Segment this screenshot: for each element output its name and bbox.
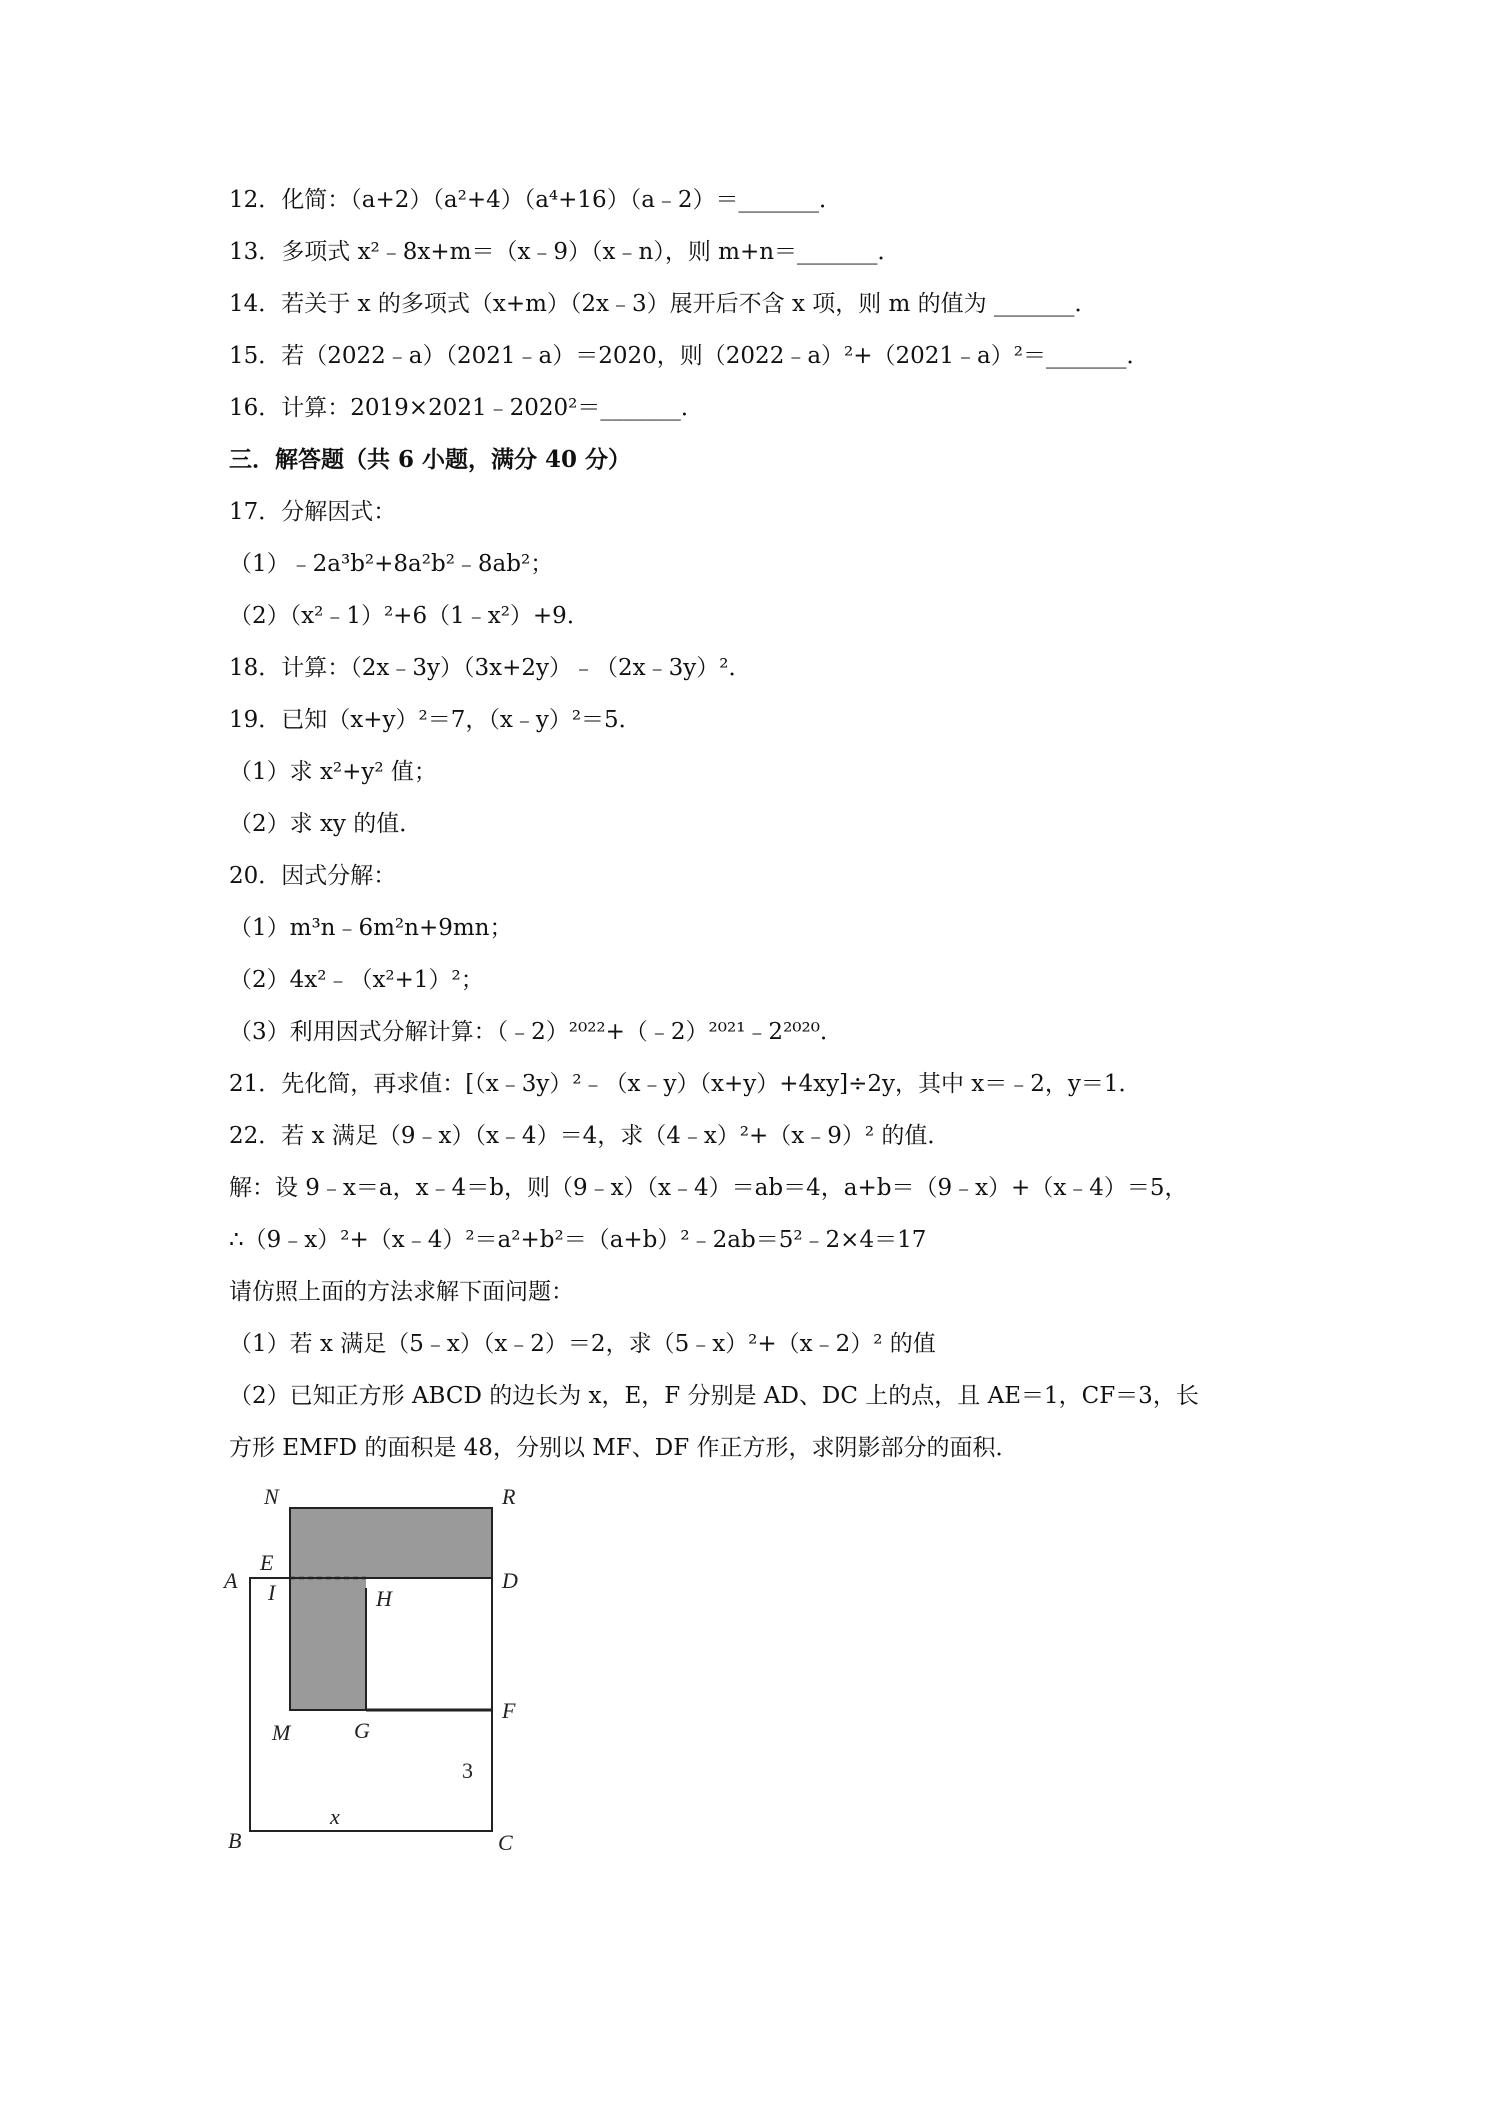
question-20-part-2 (229, 965, 484, 995)
question-16 (229, 393, 704, 423)
label-f: F (502, 1698, 516, 1723)
label-a: A (224, 1568, 238, 1593)
question-19 (229, 705, 642, 735)
label-h: H (376, 1586, 392, 1611)
label-c: C (498, 1830, 513, 1855)
question-20-part-3 (229, 1017, 843, 1047)
geometry-figure (220, 1478, 540, 1858)
worked-solution-line-2 (229, 1225, 926, 1255)
instruction-line-text: 请仿照上面的方法求解下面问题： (229, 1279, 574, 1305)
question-12-text: 12．化简：（a+2）（a²+4）（a⁴+16）（a﹣2）＝_______． (229, 187, 843, 213)
question-17-part-1 (229, 549, 553, 579)
question-17 (229, 497, 396, 527)
question-15-text: 15．若（2022﹣a）（2021﹣a）＝2020，则（2022﹣a）²+（2021﹣a）²＝_______． (229, 343, 1150, 369)
question-20-part-1-text: （1）m³n﹣6m²n+9mn； (229, 915, 513, 941)
label-g: G (354, 1718, 370, 1743)
square-abcd (250, 1578, 492, 1831)
question-12 (229, 185, 842, 215)
label-b: B (228, 1828, 242, 1853)
question-22-part-2-continued (229, 1433, 1018, 1463)
label-r: R (502, 1484, 516, 1509)
question-14-text: 14．若关于 x 的多项式（x+m）（2x﹣3）展开后不含 x 项，则 m 的值为 _______． (229, 291, 1098, 317)
worked-solution-line-1-text: 解：设 9﹣x＝a，x﹣4＝b，则（9﹣x）（x﹣4）＝ab＝4，a+b＝（9﹣x）+（x﹣4）＝5， (229, 1175, 1188, 1201)
worked-solution-line-2-text: ∴（9﹣x）²+（x﹣4）²＝a²+b²＝（a+b）²﹣2ab＝5²﹣2×4＝17 (229, 1227, 927, 1253)
question-17-part-1-text: （1）﹣2a³b²+8a²b²﹣8ab²； (229, 551, 554, 577)
question-20-text: 20．因式分解： (229, 863, 397, 889)
section-heading (229, 445, 631, 475)
label-three: 3 (462, 1758, 473, 1783)
question-19-text: 19．已知（x+y）²＝7，（x﹣y）²＝5． (229, 707, 642, 733)
question-17-text: 17．分解因式： (229, 499, 397, 525)
question-21-text: 21．先化简，再求值：[（x﹣3y）²﹣（x﹣y）（x+y）+4xy]÷2y，其中 x＝﹣2，y＝1． (229, 1071, 1142, 1097)
question-18 (229, 653, 751, 683)
question-19-part-1 (229, 757, 437, 787)
question-16-text: 16．计算：2019×2021﹣2020²＝_______． (229, 395, 704, 421)
question-21 (229, 1069, 1142, 1099)
label-d: D (502, 1568, 518, 1593)
question-22-text: 22．若 x 满足（9﹣x）（x﹣4）＝4，求（4﹣x）²+（x﹣9）² 的值． (229, 1123, 951, 1149)
question-19-part-2-text: （2）求 xy 的值． (229, 811, 423, 837)
question-20 (229, 861, 396, 891)
question-22-part-2-continued-text: 方形 EMFD 的面积是 48，分别以 MF、DF 作正方形，求阴影部分的面积． (229, 1435, 1019, 1461)
label-m: M (272, 1720, 291, 1745)
question-17-part-2 (229, 601, 590, 631)
question-15 (229, 341, 1150, 371)
question-19-part-1-text: （1）求 x²+y² 值； (229, 759, 437, 785)
question-20-part-3-text: （3）利用因式分解计算：（﹣2）²⁰²²+（﹣2）²⁰²¹﹣2²⁰²⁰． (229, 1019, 843, 1045)
instruction-line (229, 1277, 574, 1307)
label-e: E (260, 1550, 274, 1575)
label-x: x (330, 1804, 340, 1829)
question-13 (229, 237, 901, 267)
question-14 (229, 289, 1098, 319)
geometry-figure-svg (220, 1478, 540, 1858)
question-20-part-2-text: （2）4x²﹣（x²+1）²； (229, 967, 484, 993)
question-17-part-2-text: （2）（x²﹣1）²+6（1﹣x²）+9． (229, 603, 590, 629)
label-n: N (264, 1484, 279, 1509)
question-22 (229, 1121, 950, 1151)
question-13-text: 13．多项式 x²﹣8x+m＝（x﹣9）（x﹣n），则 m+n＝_______． (229, 239, 901, 265)
worked-solution-line-1 (229, 1173, 1188, 1203)
question-22-part-1-text: （1）若 x 满足（5﹣x）（x﹣2）＝2，求（5﹣x）²+（x﹣2）² 的值 (229, 1331, 936, 1357)
question-19-part-2 (229, 809, 422, 839)
question-22-part-2-text: （2）已知正方形 ABCD 的边长为 x，E，F 分别是 AD、DC 上的点，且 AE＝1，CF＝3，长 (229, 1383, 1199, 1409)
question-20-part-1 (229, 913, 512, 943)
shaded-top-rect (290, 1508, 492, 1578)
shaded-left-rect (290, 1578, 366, 1710)
question-22-part-1 (229, 1329, 936, 1359)
question-22-part-2 (229, 1381, 1199, 1411)
question-18-text: 18．计算：（2x﹣3y）（3x+2y）﹣（2x﹣3y）²． (229, 655, 752, 681)
label-i: I (268, 1580, 276, 1605)
section-heading-text: 三．解答题（共 6 小题，满分 40 分） (229, 446, 632, 473)
